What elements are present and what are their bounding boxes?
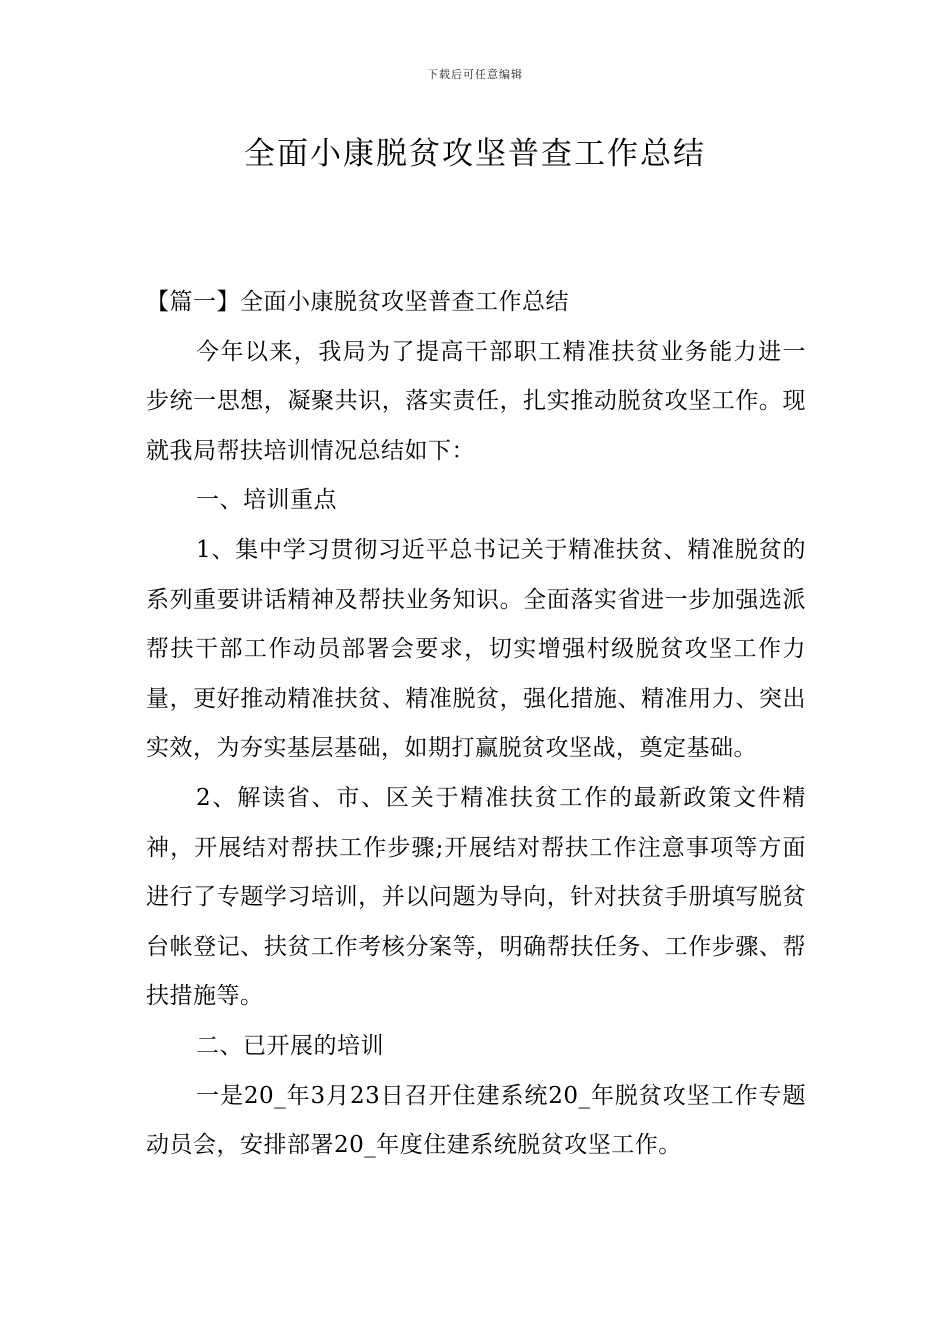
document-body — [146, 278, 806, 1171]
section-heading-training-focus: 一、培训重点 — [196, 487, 337, 514]
section-heading-part-one: 【篇一】全面小康脱贫攻坚普查工作总结 — [146, 289, 569, 315]
paragraph-item-1: 1、集中学习贯彻习近平总书记关于精准扶贫、精准脱贫的系列重要讲话精神及帮扶业务知识。全面落实省进一步加强选派帮扶干部工作动员部署会要求，切实增强村级脱贫攻坚工作力量，更好推动精准扶贫、精准脱贫，强化措施、精准用力、突出实效，为夯实基层基础，如期打赢脱贫攻坚战，奠定基础。 — [146, 536, 806, 762]
header-note: 下载后可任意编辑 — [427, 68, 523, 81]
document-title: 全面小康脱贫攻坚普查工作总结 — [244, 136, 706, 172]
section-heading-trainings-held: 二、已开展的培训 — [196, 1032, 384, 1059]
intro-paragraph: 今年以来，我局为了提高干部职工精准扶贫业务能力进一步统一思想，凝聚共识，落实责任，扎实推动脱贫攻坚工作。现就我局帮扶培训情况总结如下： — [146, 338, 806, 464]
paragraph-first-training: 一是20_年3月23日召开住建系统20_年脱贫攻坚工作专题动员会，安排部署20_年度住建系统脱贫攻坚工作。 — [146, 1082, 806, 1159]
paragraph-item-2: 2、解读省、市、区关于精准扶贫工作的最新政策文件精神，开展结对帮扶工作步骤;开展结对帮扶工作注意事项等方面进行了专题学习培训，并以问题为导向，针对扶贫手册填写脱贫台帐登记、扶贫工作考核分案等，明确帮扶任务、工作步骤、帮扶措施等。 — [146, 784, 806, 1010]
